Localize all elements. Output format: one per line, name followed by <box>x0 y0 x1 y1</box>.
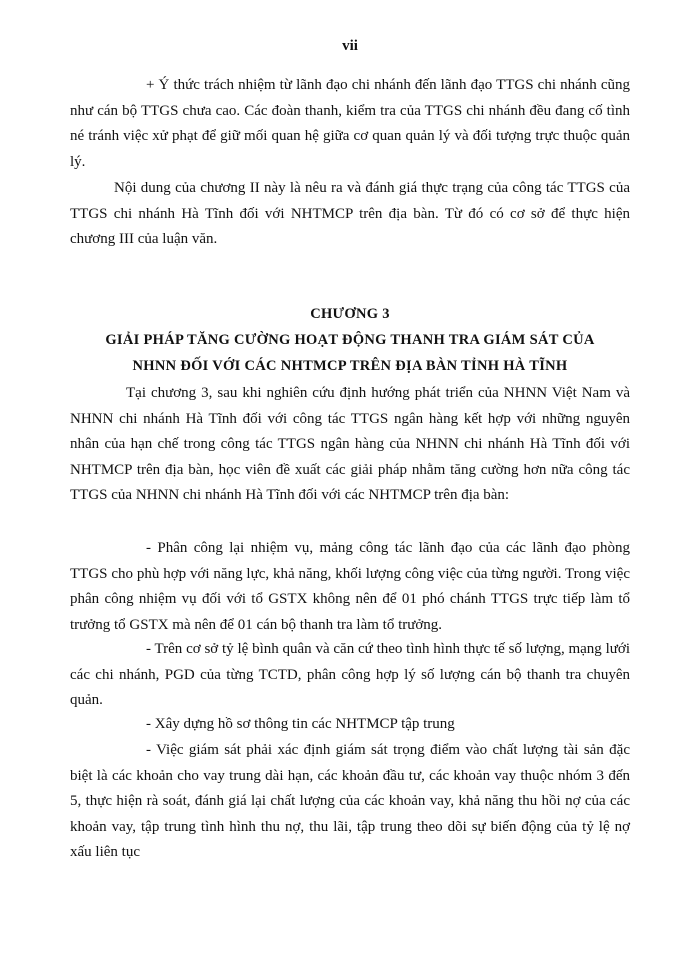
chapter-label: CHƯƠNG 3 <box>310 306 390 322</box>
paragraph-staff-allocation: - Trên cơ sở tỷ lệ bình quân và căn cứ theo tình hình thực tế số lượng, mạng lưới các chi nhánh, PGD của từng TCTD, phân công hợp lý số lượng cán bộ thanh tra chuyên quản. <box>70 641 630 708</box>
paragraph-chapter2-summary: Nội dung của chương II này là nêu ra và đánh giá thực trạng của công tác TTGS của TTGS chi nhánh Hà Tĩnh đối với NHTMCP trên địa bàn. Từ đó có cơ sở để thực hiện chương III của luận văn. <box>70 180 630 247</box>
paragraph-reassign-tasks: - Phân công lại nhiệm vụ, mảng công tác lãnh đạo của các lãnh đạo phòng TTGS cho phù hợp với năng lực, khả năng, khối lượng công việc của từng người. Trong việc phân công nhiệm vụ đối với tổ GSTX không nên để 01 phó chánh TTGS trực tiếp làm tổ trưởng tổ GSTX mà nên để 01 cán bộ thanh tra làm tổ trưởng. <box>70 540 630 633</box>
chapter-title-line1: GIẢI PHÁP TĂNG CƯỜNG HOẠT ĐỘNG THANH TRA GIÁM SÁT CỦA <box>105 332 595 348</box>
paragraph-supervision-focus: - Việc giám sát phải xác định giám sát trọng điểm vào chất lượng tài sản đặc biệt là các khoản cho vay trung dài hạn, các khoản đầu tư, các khoản vay thuộc nhóm 3 đến 5, thực hiện rà soát, đánh giá lại chất lượng của các khoản vay, khả năng thu hồi nợ của các khoản vay, tập trung tình hình thu nợ, thu lãi, tập trung theo dõi sự biến động của tỷ lệ nợ xấu liên tục <box>70 742 630 860</box>
paragraph-chapter3-intro: Tại chương 3, sau khi nghiên cứu định hướng phát triển của NHNN Việt Nam và NHNN chi nhánh Hà Tĩnh đối với công tác TTGS ngân hàng kết hợp với những nguyên nhân của hạn chế trong công tác TTGS ngân hàng của NHNN chi nhánh Hà Tĩnh đối với NHTMCP trên địa bàn, học viên đề xuất các giải pháp nhằm tăng cường hơn nữa công tác TTGS của NHNN chi nhánh Hà Tĩnh đối với các NHTMCP trên địa bàn: <box>70 385 630 503</box>
paragraph-info-records: - Xây dựng hồ sơ thông tin các NHTMCP tập trung <box>146 716 455 732</box>
paragraph-responsibility: + Ý thức trách nhiệm từ lãnh đạo chi nhánh đến lãnh đạo TTGS chi nhánh cũng như cán bộ TTGS chưa cao. Các đoàn thanh, kiểm tra của TTGS chi nhánh đều đang cố tình né tránh việc xử phạt để giữ mối quan hệ giữa cơ quan quản lý và đối tượng trực thuộc quản lý. <box>70 77 630 170</box>
page-number: vii <box>342 38 358 54</box>
chapter-title-line2: NHNN ĐỐI VỚI CÁC NHTMCP TRÊN ĐỊA BÀN TỈNH HÀ TĨNH <box>132 358 568 374</box>
